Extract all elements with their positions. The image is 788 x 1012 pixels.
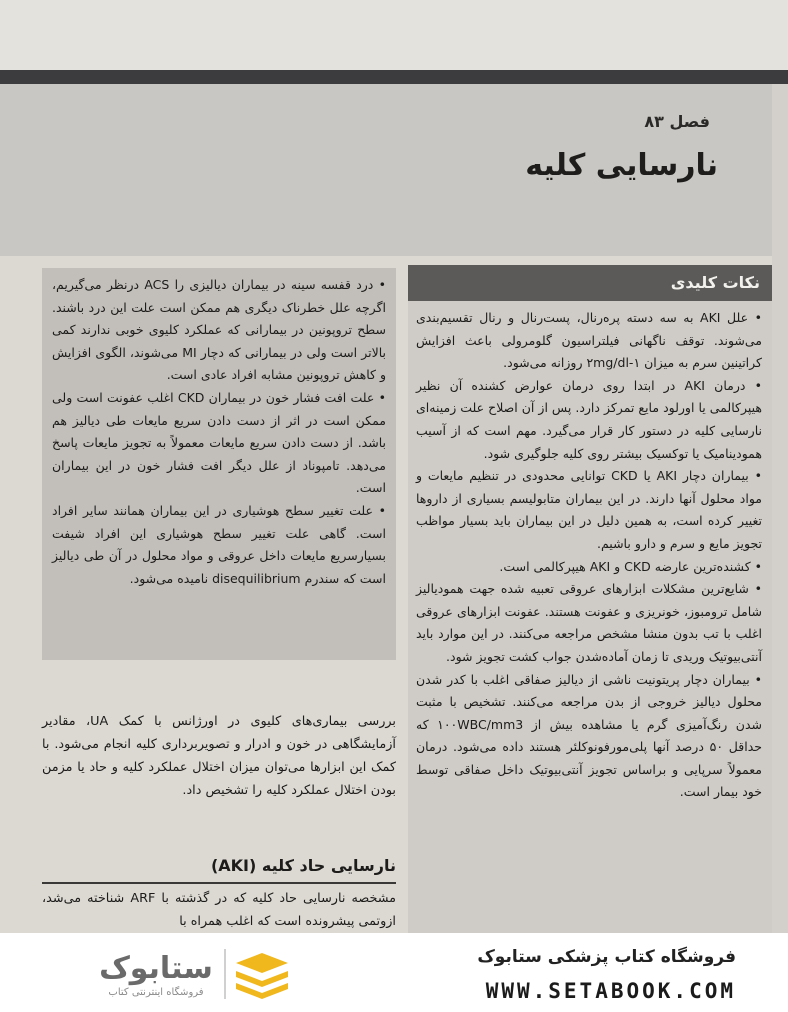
key-notes-box <box>408 265 772 933</box>
footer-banner <box>0 933 788 1012</box>
setabook-logo <box>64 945 304 1001</box>
key-note-item: • بیماران دچار AKI یا CKD توانایی محدودی در تنظیم مایعات و مواد محلول آنها دارند. در این بیماران متابولیسم بسیاری از داروها تغییر کرده است، به همین دلیل در این بیماران باید بسیار مواظب تجویز مایع و سرم و دارو باشیم. <box>416 468 762 551</box>
key-note-item: • بیماران دچار پریتونیت ناشی از دیالیز صفاقی اغلب با کدر شدن محلول دیالیز خروجی از بدن مراجعه می‌کنند. تشخیص با مثبت شدن رنگ‌آمیزی گرم یا مشاهده بیش از ۱۰۰WBC/mm3 که حداقل ۵۰ درصد آنها پلی‌مورفونوکلئر هستند داده می‌شود. درمان معمولاً سرپایی و براساس تجویز آنتی‌بیوتیک داخل صفاقی توسط خود بیمار است. <box>416 671 762 800</box>
emergency-note-item: • علت تغییر سطح هوشیاری در این بیماران همانند سایر افراد است. گاهی علت تغییر سطح هوشیاری این افراد شیفت بسیارسریع مایعات داخل عروقی و مواد محلول در آن طی دیالیز است که سندرم disequilibrium نامیده می‌شود. <box>52 502 386 586</box>
header-rule <box>0 70 788 84</box>
book-logo-icon <box>64 945 304 1001</box>
emergency-note-item: • علت افت فشار خون در بیماران CKD اغلب عفونت است ولی ممکن است در اثر از دست دادن سریع مایعات طی دیالیز هم باشد. از دست دادن سریع مایعات معمولاً به تجویز مایعات پاسخ می‌دهد. تامپوناد از علل دیگر افت فشار خون در این بیماران است. <box>52 389 387 496</box>
emergency-notes-box <box>42 268 396 660</box>
emergency-note-item: • درد قفسه سینه در بیماران دیالیزی را ACS درنظر می‌گیریم، اگرچه علل خطرناک دیگری هم ممکن است علت این درد باشند. سطح تروپونین در بیمارانی که عملکرد کلیوی خوبی ندارند کمی بالاتر است ولی در بیمارانی که دچار MI می‌شوند، الگوی افزایش و کاهش تروپونین مشابه افراد عادی است. <box>52 277 387 383</box>
section-heading: نارسایی حاد کلیه (AKI) <box>210 856 396 875</box>
section-text: مشخصه نارسایی حاد کلیه که در گذشته با ARF شناخته می‌شد، ازوتمی پیشرونده است که اغلب همراه با <box>42 891 396 929</box>
key-note-item: • درمان AKI در ابتدا روی درمان عوارض کشنده آن نظیر هیپرکالمی یا اورلود مایع تمرکز دارد. پس از آن اصلاح علت زمینه‌ای نارسایی کلیه در دستور کار قرار می‌گیرد. مهم است که از آسیب همودینامیک یا توکسیک بیشتر روی کلیه جلوگیری شود. <box>416 377 762 461</box>
store-name: فروشگاه کتاب پزشکی ستابوک <box>477 947 736 967</box>
store-url[interactable]: WWW.SETABOOK.COM <box>485 979 736 1003</box>
top-margin <box>0 0 788 70</box>
key-note-item: • شایع‌ترین مشکلات ابزارهای عروقی تعبیه شده جهت همودیالیز شامل ترومبوز، خونریزی و عفونت هستند. عفونت ابزارهای عروقی اغلب با تب بدون منشا مشخص مراجعه می‌کنند. در این موارد باید آنتی‌بیوتیک وریدی تا زمان آماده‌شدن جواب کشت تجویز شود. <box>416 581 762 664</box>
key-note-item: • کشنده‌ترین عارضه CKD و AKI هیپرکالمی است. <box>499 558 762 574</box>
intro-text: بررسی بیماری‌های کلیوی در اورژانس با کمک UA، مقادیر آزمایشگاهی در خون و ادرار و تصویربرداری کلیه انجام می‌شود. با کمک این ابزارها می‌توان میزان اختلال عملکرد کلیه و حاد یا مزمن بودن اختلال عملکرد کلیه را تشخیص داد. <box>42 714 396 798</box>
key-note-item: • علل AKI به سه دسته پره‌رنال، پست‌رنال و رنال تقسیم‌بندی می‌شوند. توقف ناگهانی فیلتراسیون گلومرولی باعث افزایش کراتینین سرم به میزان ۱-۲mg/dl روزانه می‌شود. <box>416 310 762 371</box>
chapter-header <box>0 84 772 256</box>
section-paragraph <box>42 888 396 932</box>
book-stack-icon <box>236 953 288 999</box>
intro-paragraph <box>42 710 396 802</box>
page-edge <box>772 84 788 954</box>
chapter-title: نارسایی کلیه <box>525 148 718 183</box>
svg-text:ستابوک: ستابوک <box>99 951 213 986</box>
chapter-label: فصل ۸۳ <box>644 112 710 131</box>
svg-text:فروشگاه اینترنتی کتاب: فروشگاه اینترنتی کتاب <box>108 987 204 998</box>
key-notes-title: نکات کلیدی <box>408 265 772 301</box>
section-underline <box>42 882 396 884</box>
